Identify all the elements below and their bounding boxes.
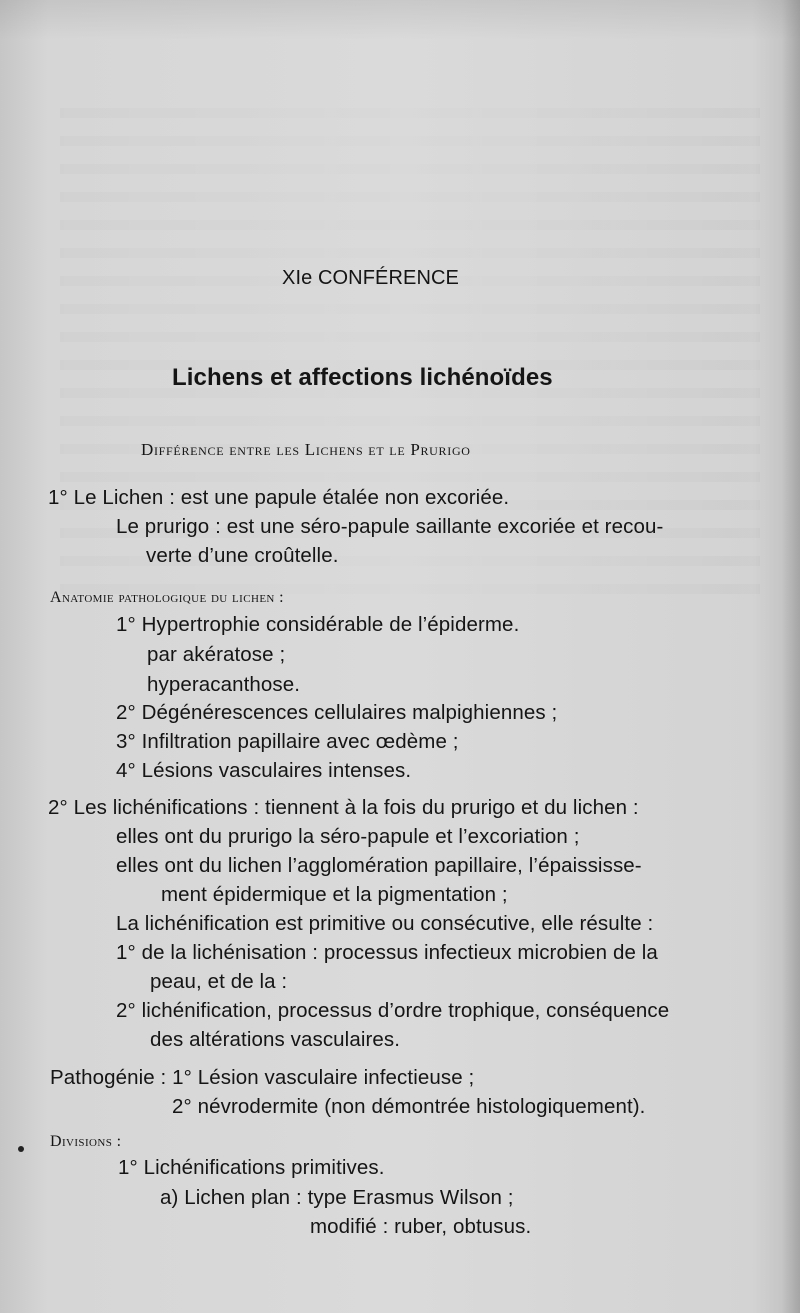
text-line-15: La lichénification est primitive ou consécutive, elle résulte : [116,912,654,935]
anatomy-heading: Anatomie pathologique du lichen : [50,589,285,606]
text-line-25: modifié : ruber, obtusus. [310,1215,532,1238]
text-line-13: elles ont du lichen l’agglomération papillaire, l’épaississe- [116,854,642,877]
text-line-10: 4° Lésions vasculaires intenses. [116,759,412,782]
text-line-9: 3° Infiltration papillaire avec œdème ; [116,730,459,753]
ink-spot [18,1146,24,1152]
section-title: Lichens et affections lichénoïdes [172,364,553,391]
page-right-edge-shadow [782,0,800,1313]
text-line-12: elles ont du prurigo la séro-papule et l’excoriation ; [116,825,580,848]
text-line-19: des altérations vasculaires. [150,1028,401,1051]
text-line-14: ment épidermique et la pigmentation ; [161,883,508,906]
conference-heading: XIe CONFÉRENCE [282,267,459,289]
text-line-3: verte d’une croûtelle. [146,544,339,567]
text-line-18: 2° lichénification, processus d’ordre trophique, conséquence [116,999,670,1022]
text-line-7: hyperacanthose. [147,673,301,696]
text-line-23: 1° Lichénifications primitives. [118,1156,385,1179]
text-line-1: 1° Le Lichen : est une papule étalée non excoriée. [48,486,510,509]
text-line-17: peau, et de la : [150,970,288,993]
text-line-8: 2° Dégénérescences cellulaires malpighiennes ; [116,701,558,724]
text-line-21: 2° névrodermite (non démontrée histologiquement). [172,1095,646,1118]
text-line-24: a) Lichen plan : type Erasmus Wilson ; [160,1186,514,1209]
text-line-6: par akératose ; [147,643,286,666]
text-line-11: 2° Les lichénifications : tiennent à la fois du prurigo et du lichen : [48,796,639,819]
text-line-16: 1° de la lichénisation : processus infectieux microbien de la [116,941,658,964]
text-line-5: 1° Hypertrophie considérable de l’épiderme. [116,613,520,636]
text-line-2: Le prurigo : est une séro-papule saillante excoriée et recou- [116,515,664,538]
divisions-heading: Divisions : [50,1133,122,1150]
text-line-20: Pathogénie : 1° Lésion vasculaire infectieuse ; [50,1066,475,1089]
section-subtitle: Différence entre les Lichens et le Prurigo [141,440,471,459]
